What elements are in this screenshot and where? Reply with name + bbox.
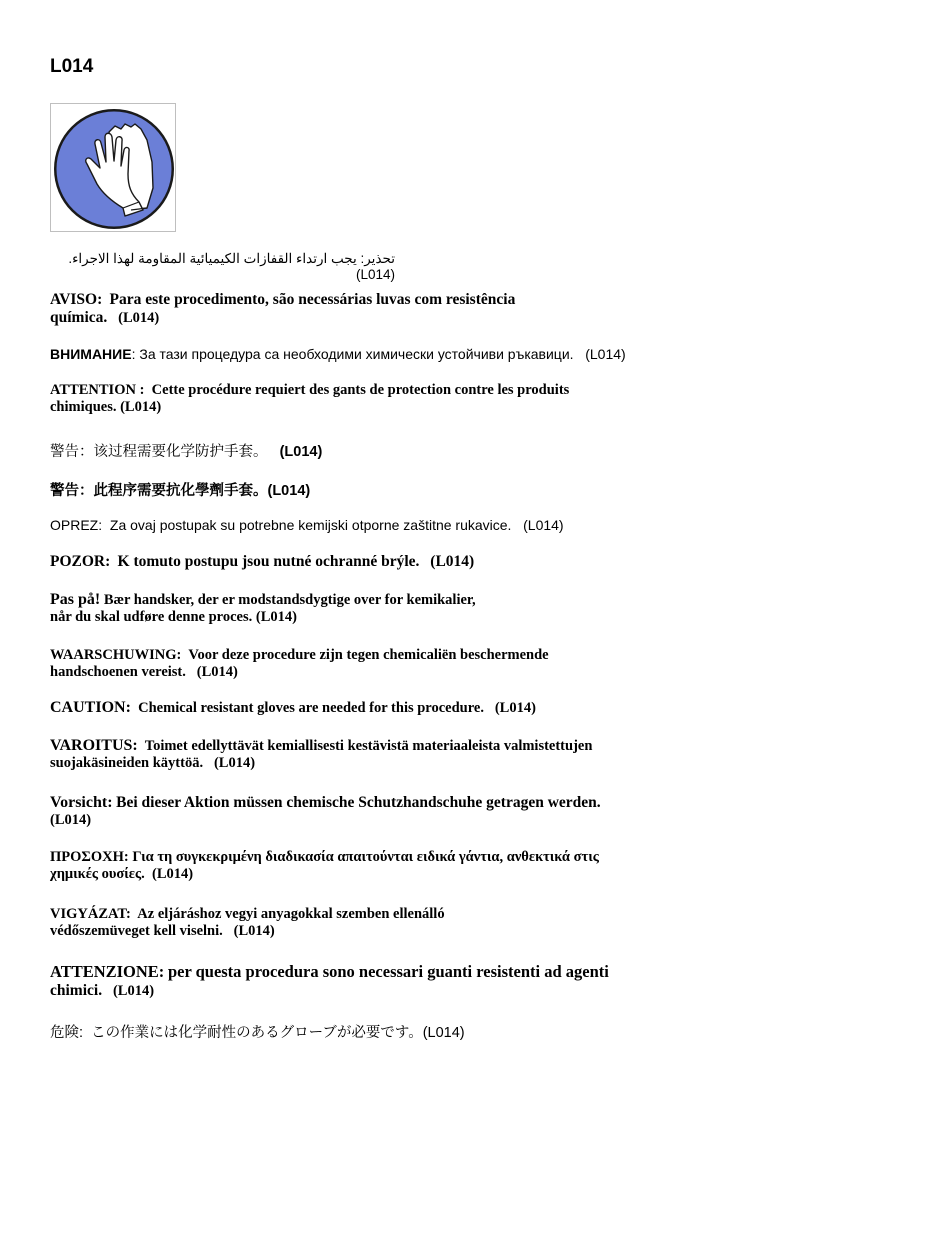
warning-code: (L014) bbox=[585, 346, 626, 362]
warning-code: (L014) bbox=[523, 517, 564, 533]
warning-code: (L014) bbox=[120, 399, 162, 415]
warning-text-line1: Az eljáráshoz vegyi anyagokkal szemben ellenálló bbox=[137, 906, 445, 922]
warning-text-line1: Cette procédure requiert des gants de protection contre les produits bbox=[151, 382, 570, 398]
warning-text-line2: når du skal udføre denne proces. bbox=[50, 609, 253, 625]
warning-text: Chemical resistant gloves are needed for this procedure. bbox=[138, 700, 484, 716]
warning-chinese-traditional bbox=[50, 479, 310, 500]
warning-finnish bbox=[50, 737, 592, 772]
warning-text-line2: védőszemüveget kell viselni. bbox=[50, 923, 223, 939]
warning-code: (L014) bbox=[267, 483, 311, 499]
warning-label: 警告： bbox=[50, 483, 94, 499]
warning-label: Pas på! bbox=[50, 591, 101, 608]
warning-french bbox=[50, 382, 569, 416]
warning-code: (L014) bbox=[233, 923, 275, 939]
warning-label: POZOR: bbox=[50, 553, 111, 570]
warning-text-line1: Bei dieser Aktion müssen chemische Schutzhandschuhe getragen werden. bbox=[116, 794, 601, 811]
warning-italian bbox=[50, 962, 609, 1000]
warning-code: (L014) bbox=[494, 700, 536, 716]
warning-danish bbox=[50, 591, 476, 626]
warning-text: 此程序需要抗化學劑手套。 bbox=[93, 483, 268, 499]
warning-text-line2: handschoenen vereist. bbox=[50, 664, 186, 680]
warning-greek bbox=[50, 849, 599, 883]
warning-label: Vorsicht: bbox=[50, 794, 113, 811]
warning-text-line2: χημικές ουσίες. bbox=[50, 866, 145, 882]
warning-text-line1: Para este procedimento, são necessárias luvas com resistência bbox=[109, 291, 516, 308]
warning-code: (L014) bbox=[112, 983, 155, 999]
warning-japanese bbox=[50, 1021, 465, 1042]
warning-text-line2: chimici. bbox=[50, 982, 103, 999]
warning-text-line1: Voor deze procedure zijn tegen chemicaliën beschermende bbox=[188, 647, 549, 663]
warning-code: (L014) bbox=[196, 664, 238, 680]
warning-code: (L014) bbox=[430, 553, 475, 570]
warning-code: (L014) bbox=[118, 310, 160, 326]
warning-english bbox=[50, 699, 536, 717]
warning-code: (L014) bbox=[355, 267, 395, 282]
warning-text-line1: per questa procedura sono necessari guanti resistenti ad agenti bbox=[167, 962, 609, 981]
warning-code: (L014) bbox=[151, 866, 194, 882]
warning-label: ATTENZIONE: bbox=[50, 962, 165, 981]
warning-label: VIGYÁZAT: bbox=[50, 906, 131, 922]
warning-label: ВНИМАНИЕ bbox=[50, 346, 132, 362]
warning-text-line1: Bær handsker, der er modstandsdygtige over for kemikalier, bbox=[103, 592, 476, 608]
warning-text: 该过程需要化学防护手套。 bbox=[93, 444, 268, 460]
warning-label: 危険: bbox=[50, 1025, 84, 1041]
warning-label: CAUTION: bbox=[50, 699, 131, 716]
warning-code: (L014) bbox=[213, 755, 256, 771]
warning-label: تحذير: bbox=[360, 251, 395, 266]
warning-code: (L014) bbox=[50, 812, 92, 828]
warning-text: يجب ارتداء القفازات الكيميائية المقاومة لهذا الاجراء. bbox=[68, 251, 357, 266]
warning-text-line2: suojakäsineiden käyttöä. bbox=[50, 755, 204, 771]
warning-text: この作業には化学耐性のあるグローブが必要です。 bbox=[91, 1025, 423, 1041]
warning-bulgarian bbox=[50, 346, 626, 362]
warning-code: (L014) bbox=[255, 609, 297, 625]
warning-label: OPREZ: bbox=[50, 517, 103, 533]
chemical-resistant-gloves-icon bbox=[51, 104, 177, 233]
warning-label: 警告： bbox=[50, 444, 94, 460]
warning-czech bbox=[50, 553, 474, 571]
warning-text-line2: química. bbox=[50, 309, 108, 326]
warning-code: (L014) bbox=[279, 444, 323, 460]
warning-code: (L014) bbox=[422, 1025, 465, 1041]
warning-hungarian bbox=[50, 906, 445, 940]
warning-croatian bbox=[50, 517, 564, 533]
warning-portuguese bbox=[50, 291, 515, 327]
warning-text-line1: Για τη συγκεκριμένη διαδικασία απαιτούνται ειδικά γάντια, ανθεκτικά στις bbox=[132, 849, 599, 865]
gloves-sign-frame bbox=[50, 103, 176, 232]
warning-text-line1: Toimet edellyttävät kemiallisesti kestävistä materiaaleista valmistettujen bbox=[144, 738, 593, 754]
warning-dutch bbox=[50, 647, 549, 681]
page-title: L014 bbox=[50, 56, 94, 77]
warning-text: Za ovaj postupak su potrebne kemijski otporne zaštitne rukavice. bbox=[109, 517, 512, 533]
warning-label: ΠΡΟΣΟΧΗ: bbox=[50, 849, 129, 865]
warning-text-line2: chimiques. bbox=[50, 399, 117, 415]
warning-label: VAROITUS: bbox=[50, 737, 138, 754]
warning-text: : За тази процедура са необходими химически устойчиви ръкавици. bbox=[131, 346, 574, 362]
warning-label: WAARSCHUWING: bbox=[50, 647, 182, 663]
warning-label: AVISO: bbox=[50, 291, 103, 308]
warning-chinese-simplified bbox=[50, 440, 322, 461]
warning-arabic bbox=[50, 251, 395, 282]
warning-text: K tomuto postupu jsou nutné ochranné brýle. bbox=[117, 553, 420, 570]
warning-german bbox=[50, 794, 601, 829]
warning-label: ATTENTION : bbox=[50, 382, 145, 398]
